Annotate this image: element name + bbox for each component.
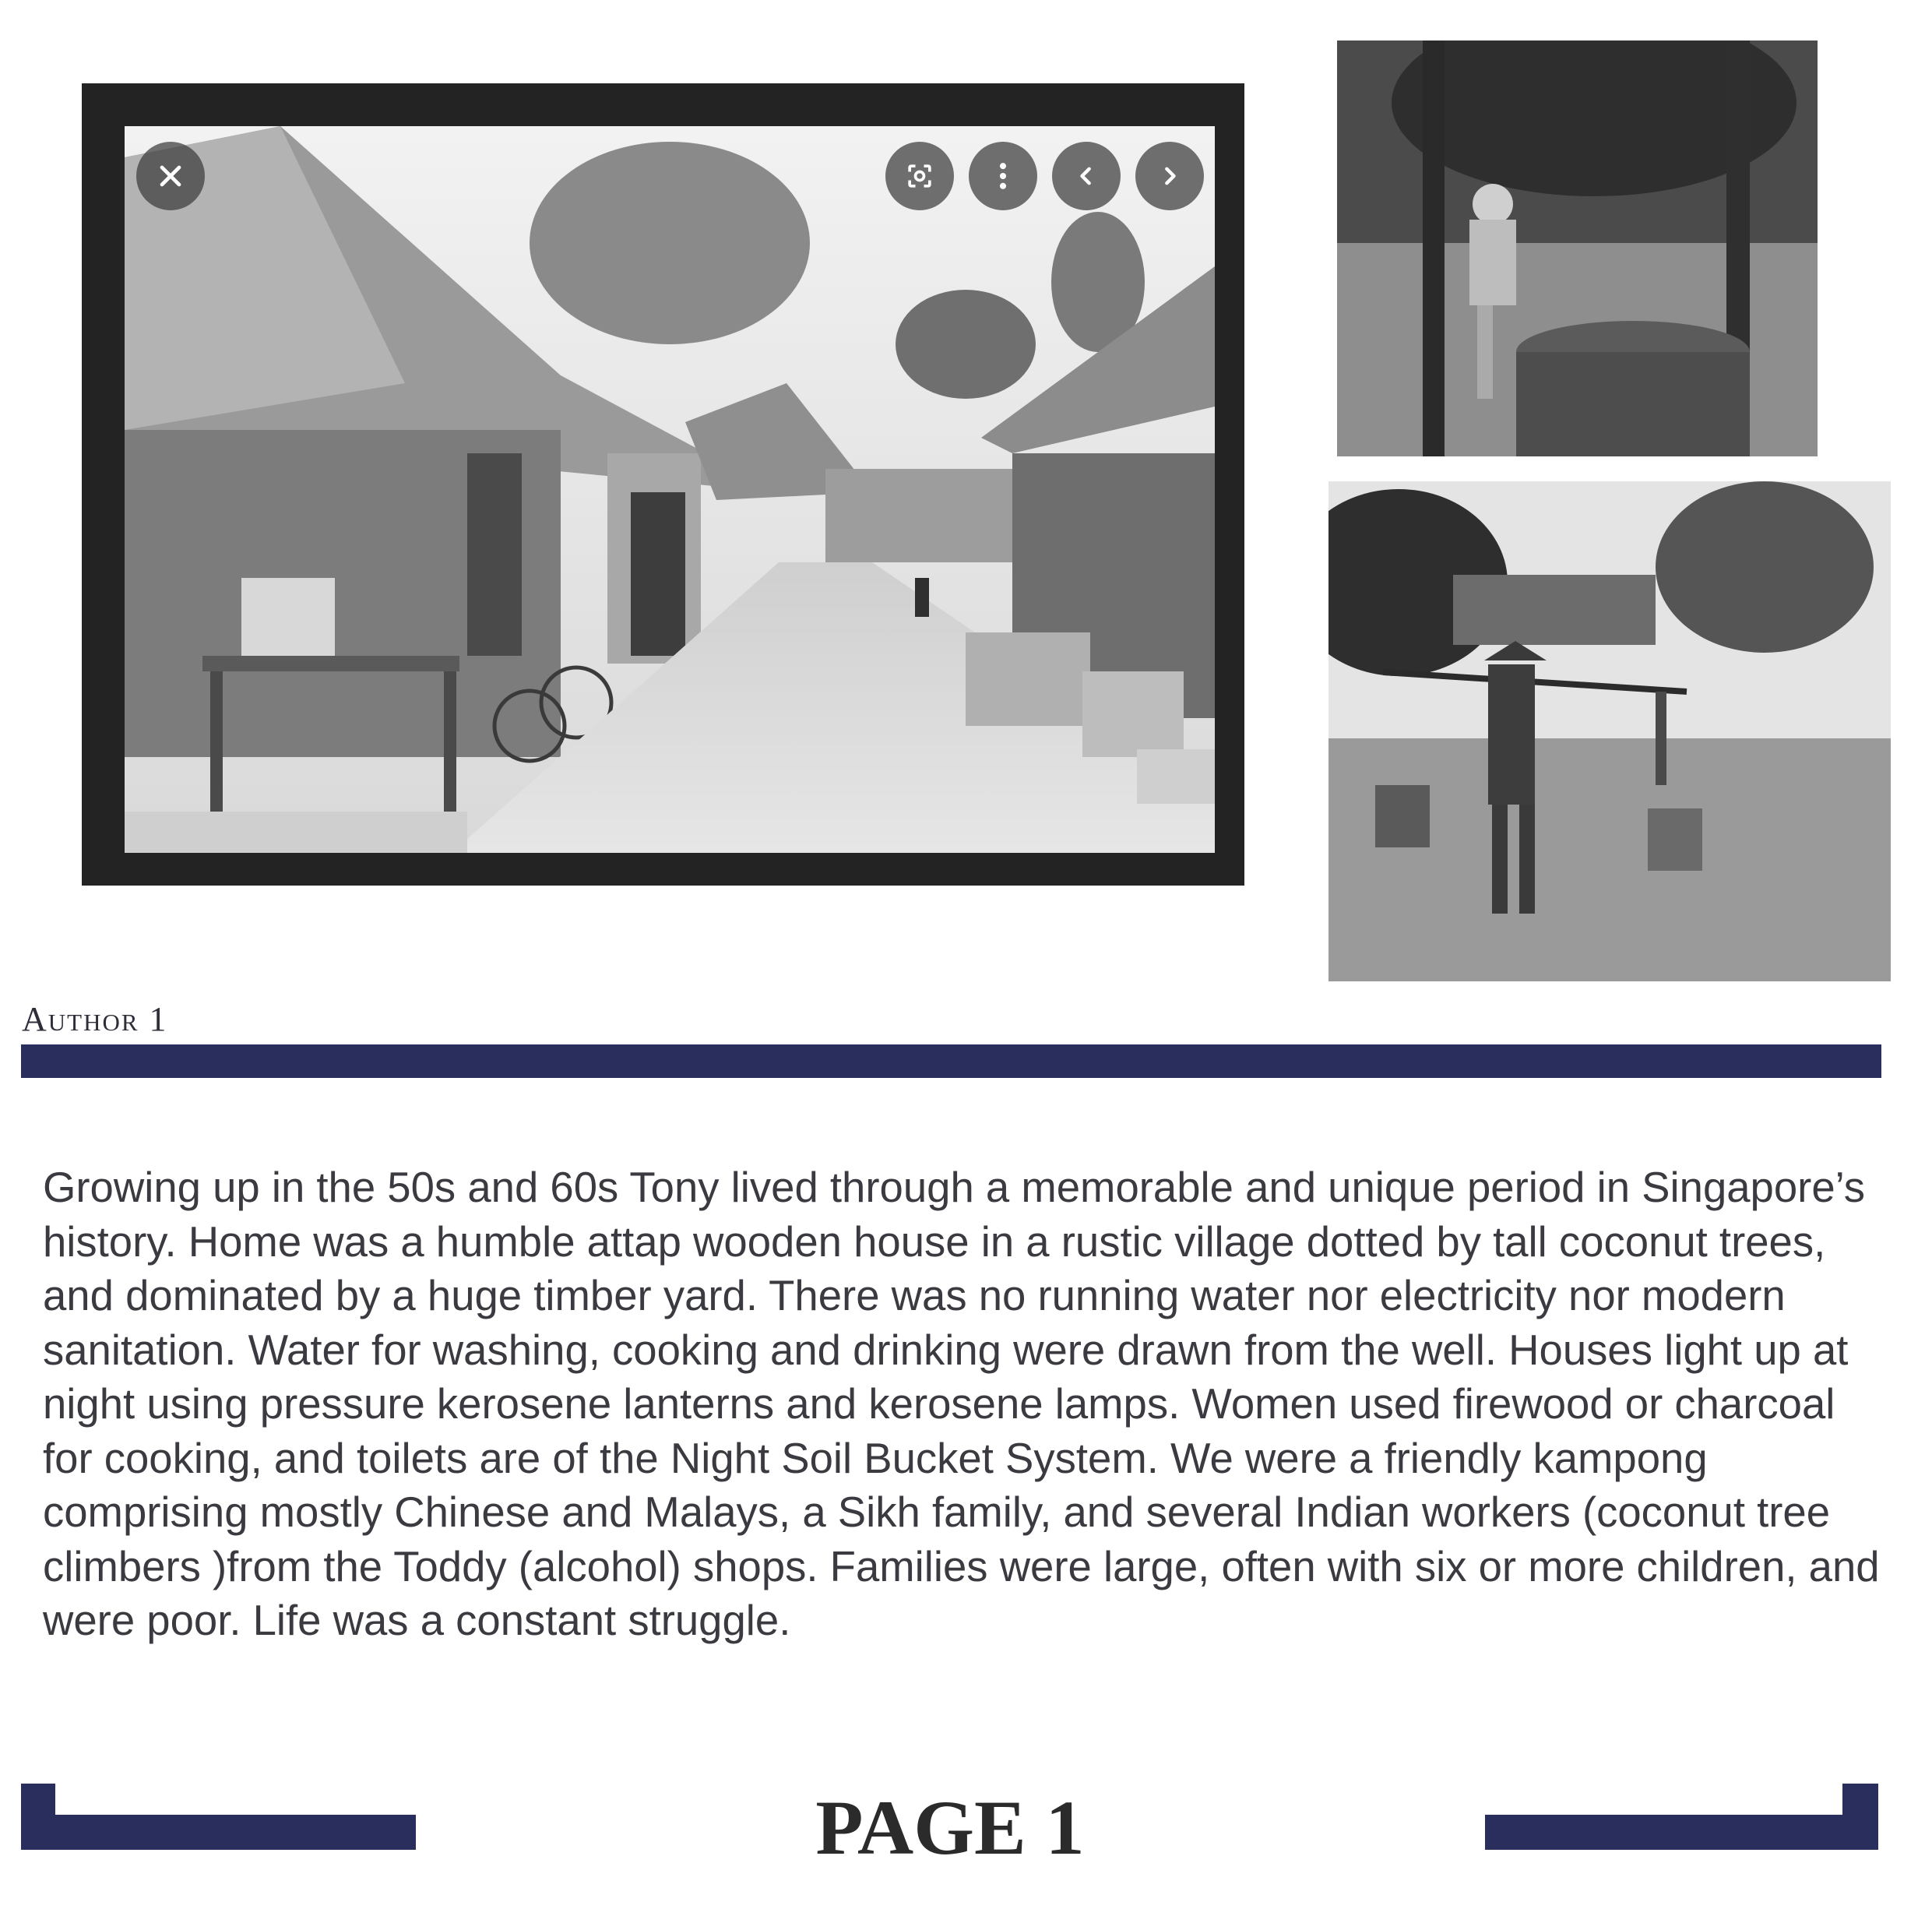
body-paragraph: Growing up in the 50s and 60s Tony lived through a memorable and unique period in Singapore’s history. Home was a humble attap wooden house in a rustic village dotted by tall coconut trees, and dominated by a huge timber yard. There was no running water nor electricity nor modern sanitation. Water for washing, cooking and drinking were drawn from the well. Houses light up at night using pressure kerosene lanterns and kerosene lamps. Women used firewood or charcoal for cooking, and toilets are of the Night Soil Bucket System. We were a friendly kampong comprising mostly Chinese and Malays, a Sikh family, and several Indian workers (coconut tree climbers )from the Toddy (alcohol) shops. Families were large, often with six or more children, and were poor. Life was a constant struggle. [43, 1164, 1880, 1644]
porter-photo [1328, 481, 1891, 981]
main-photo-image [125, 126, 1215, 853]
more-options-button[interactable] [969, 142, 1037, 210]
close-icon [153, 159, 188, 193]
chevron-right-icon [1153, 159, 1187, 193]
lens-icon [903, 159, 937, 193]
footer-right-bracket [1842, 1784, 1878, 1850]
street-scene-illustration [125, 126, 1215, 853]
footer-right-rule [1485, 1815, 1878, 1850]
footer-left-rule [21, 1815, 416, 1850]
main-photo [82, 83, 1244, 886]
well-illustration [1337, 41, 1818, 456]
previous-image-button[interactable] [1052, 142, 1121, 210]
porter-illustration [1328, 481, 1891, 981]
well-photo [1337, 41, 1818, 456]
footer-left-bracket [21, 1784, 55, 1850]
author-divider [21, 1044, 1881, 1078]
lens-button[interactable] [885, 142, 954, 210]
close-button[interactable] [136, 142, 205, 210]
chevron-left-icon [1069, 159, 1103, 193]
more-vertical-icon [986, 159, 1020, 193]
page-number: PAGE 1 [815, 1784, 1085, 1871]
author-label: Author 1 [22, 1000, 168, 1038]
next-image-button[interactable] [1135, 142, 1204, 210]
